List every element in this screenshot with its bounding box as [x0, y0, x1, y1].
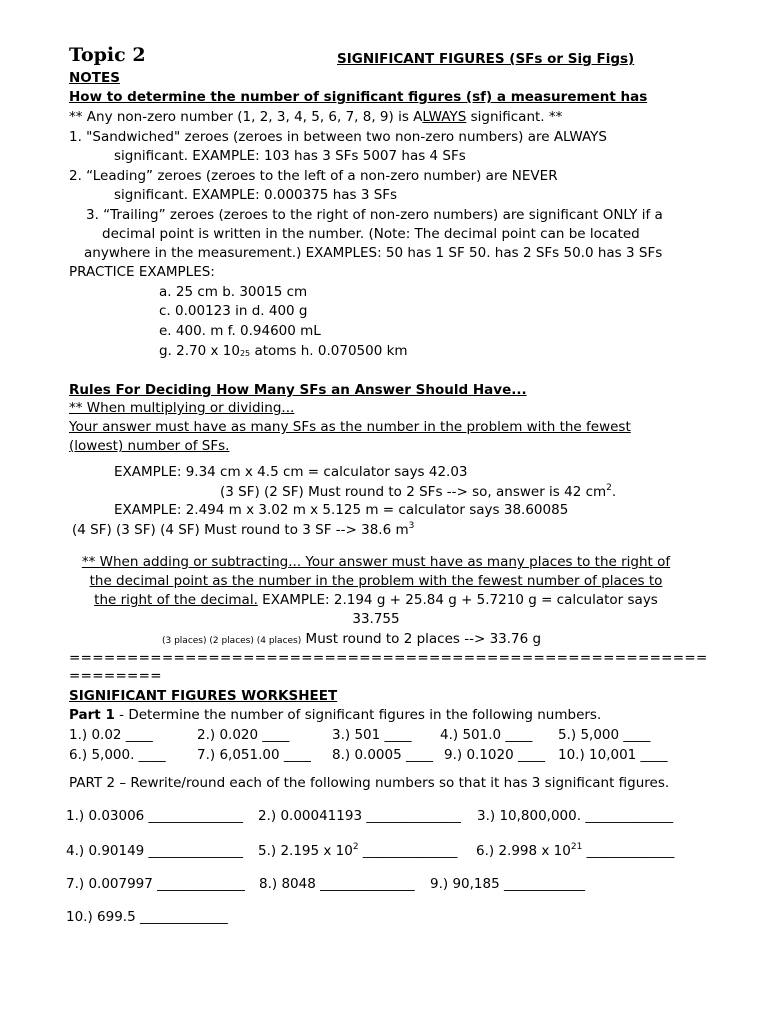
- practice-row: c. 0.00123 in d. 400 g: [159, 303, 308, 319]
- question: 4.) 501.0 ____: [440, 727, 533, 743]
- question: 5.) 2.195 x $10^2$ ______________: [258, 842, 458, 859]
- question: 7.) 0.007997 _____________: [66, 876, 245, 892]
- add-rule-line1: ** When adding or subtracting... Your answer must have as many places to the right of: [81, 554, 671, 570]
- question: 9.) 0.1020 ____: [444, 747, 545, 763]
- rules-heading: Rules For Deciding How Many SFs an Answer Should Have...: [69, 382, 527, 398]
- question: 3.) 501 ____: [332, 727, 412, 743]
- add-rule-line2: the decimal point as the number in the problem with the fewest number of places to: [89, 573, 663, 589]
- part1-instructions: Part 1 - Determine the number of significant figures in the following numbers.: [69, 707, 602, 723]
- rule-leading-line2: significant. EXAMPLE: 0.000375 has 3 SFs: [114, 187, 398, 203]
- rule-nonzero: ** Any non-zero number (1, 2, 3, 4, 5, 6, 7, 8, 9) is ALWAYS significant. **: [69, 109, 563, 125]
- worksheet-title: SIGNIFICANT FIGURES WORKSHEET: [69, 688, 338, 704]
- page-title: SIGNIFICANT FIGURES (SFs or Sig Figs): [337, 51, 635, 67]
- question: 3.) 10,800,000. _____________: [477, 808, 674, 824]
- rule-trailing-line2: decimal point is written in the number. (Note: The decimal point can be located: [102, 226, 640, 242]
- notes-heading: How to determine the number of significant figures (sf) a measurement has: [69, 89, 648, 105]
- practice-row: g. 2.70 x $10_{25}$ atoms h. 0.070500 km: [159, 343, 408, 359]
- mult-example2-line2: (4 SF) (3 SF) (4 SF) Must round to 3 SF --> 38.6 $m^3$: [72, 521, 415, 538]
- question: 2.) 0.00041193 ______________: [258, 808, 461, 824]
- question: 4.) 0.90149 ______________: [66, 843, 244, 859]
- add-example-line: (3 places) (2 places) (4 places) Must round to 2 places --> 33.76 g: [162, 631, 542, 647]
- rule-leading-line1: 2. “Leading” zeroes (zeroes to the left of a non-zero number) are NEVER: [69, 168, 558, 184]
- question: 6.) 2.998 x $10^{21}$ _____________: [476, 842, 675, 859]
- part2-instructions: PART 2 – Rewrite/round each of the following numbers so that it has 3 significant figures.: [69, 775, 670, 791]
- practice-label: PRACTICE EXAMPLES:: [69, 264, 215, 280]
- practice-row: e. 400. m f. 0.94600 mL: [159, 323, 321, 339]
- mult-example2-line1: EXAMPLE: 2.494 m x 3.02 m x 5.125 m = calculator says 38.60085: [114, 502, 569, 518]
- question: 1.) 0.03006 ______________: [66, 808, 244, 824]
- mult-rule-line1: Your answer must have as many SFs as the number in the problem with the fewest: [69, 419, 631, 435]
- mult-heading: ** When multiplying or dividing...: [69, 400, 295, 416]
- question: 8.) 8048 ______________: [259, 876, 415, 892]
- topic-label: Topic 2: [69, 44, 146, 66]
- practice-row: a. 25 cm b. 30015 cm: [159, 284, 308, 300]
- rule-trailing-line1: 3. “Trailing” zeroes (zeroes to the right of non-zero numbers) are significant ONLY if a: [86, 207, 663, 223]
- notes-label: NOTES: [69, 70, 120, 86]
- question: 1.) 0.02 ____: [69, 727, 153, 743]
- question: 9.) 90,185 ____________: [430, 876, 585, 892]
- divider-line: ========: [69, 668, 162, 684]
- add-rule-line3: the right of the decimal. EXAMPLE: 2.194 g + 25.84 g + 5.7210 g = calculator says: [94, 592, 658, 608]
- mult-example1-line2: (3 SF) (2 SF) Must round to 2 SFs --> so, answer is 42 $cm^2$.: [220, 483, 617, 500]
- question: 10.) 10,001 ____: [558, 747, 668, 763]
- rule-sandwiched-line2: significant. EXAMPLE: 103 has 3 SFs 5007 has 4 SFs: [114, 148, 466, 164]
- rule-sandwiched-line1: 1. "Sandwiched" zeroes (zeroes in between two non-zero numbers) are ALWAYS: [69, 129, 607, 145]
- mult-example1-line1: EXAMPLE: 9.34 cm x 4.5 cm = calculator says 42.03: [114, 464, 468, 480]
- question: 2.) 0.020 ____: [197, 727, 290, 743]
- divider-line: =======================================================: [69, 650, 708, 666]
- question: 8.) 0.0005 ____: [332, 747, 433, 763]
- question: 5.) 5,000 ____: [558, 727, 651, 743]
- question: 7.) 6,051.00 ____: [197, 747, 311, 763]
- question: 6.) 5,000. ____: [69, 747, 166, 763]
- question: 10.) 699.5 _____________: [66, 909, 228, 925]
- add-rule-line4: 33.755: [352, 611, 400, 627]
- mult-rule-line2: (lowest) number of SFs.: [69, 438, 230, 454]
- rule-trailing-line3: anywhere in the measurement.) EXAMPLES: 50 has 1 SF 50. has 2 SFs 50.0 has 3 SFs: [84, 245, 663, 261]
